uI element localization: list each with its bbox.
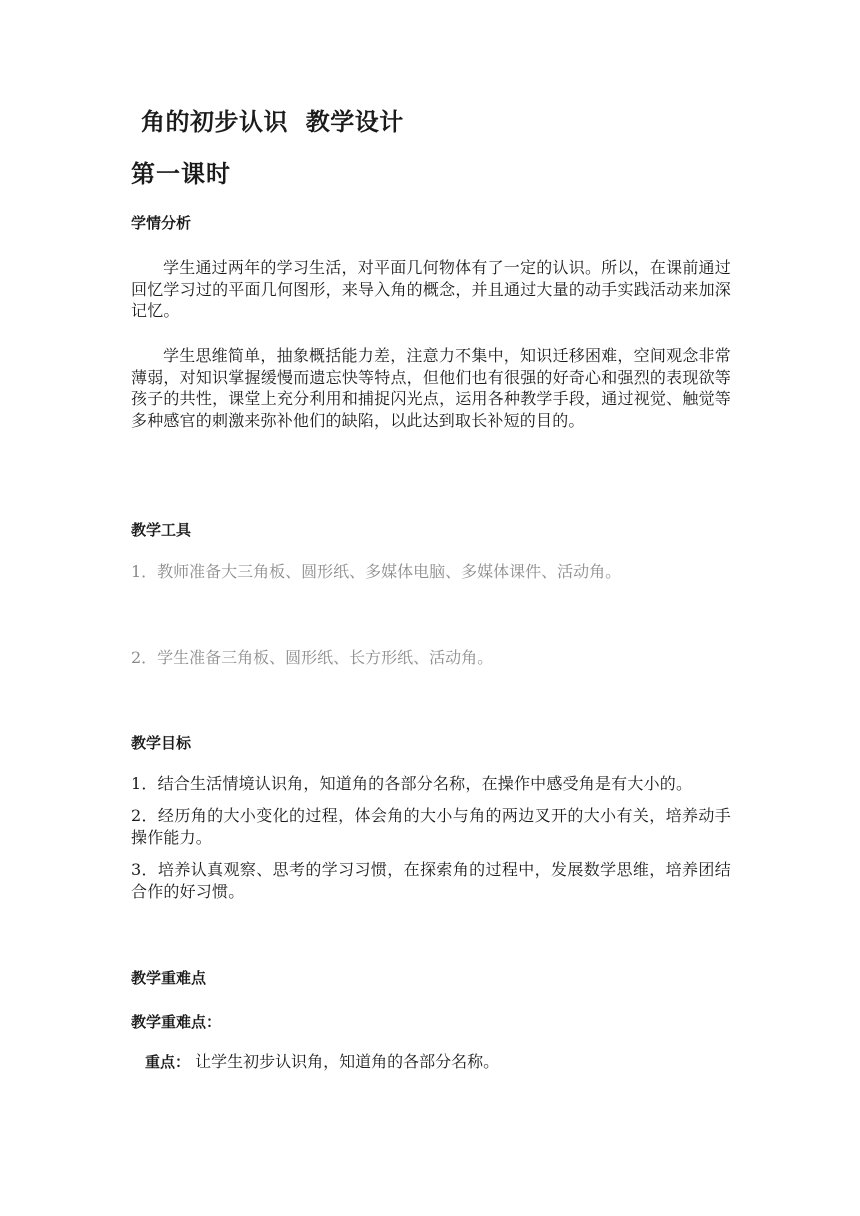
key-point-label: 重点： [145,1053,191,1071]
key-point-text: 让学生初步认识角，知道角的各部分名称。 [195,1052,500,1071]
goal-item: 2．经历角的大小变化的过程，体会角的大小与角的两边叉开的大小有关，培养动手操作能力。 [131,806,731,847]
section-heading-tools: 教学工具 [131,521,192,539]
tool-item: 1．教师准备大三角板、圆形纸、多媒体电脑、多媒体课件、活动角。 [131,562,622,581]
section-heading-analysis: 学情分析 [131,214,192,232]
section-heading-keypoints: 教学重难点 [131,969,207,987]
document-title: 角的初步认识 教学设计 [141,108,404,136]
section-heading-goals: 教学目标 [131,734,192,752]
goal-item: 1．结合生活情境认识角，知道角的各部分名称，在操作中感受角是有大小的。 [131,774,693,793]
analysis-paragraph: 学生通过两年的学习生活，对平面几何物体有了一定的认识。所以，在课前通过回忆学习过的平面几何图形，来导入角的概念，并且通过大量的动手实践活动来加深记忆。 [131,258,731,320]
tool-item: 2．学生准备三角板、圆形纸、长方形纸、活动角。 [131,648,494,667]
goal-item: 3．培养认真观察、思考的学习习惯，在探索角的过程中，发展数学思维，培养团结合作的好习惯。 [131,860,731,901]
keypoints-subheading: 教学重难点： [131,1013,222,1031]
analysis-paragraph: 学生思维简单，抽象概括能力差，注意力不集中，知识迁移困难，空间观念非常薄弱，对知识掌握缓慢而遗忘快等特点，但他们也有很强的好奇心和强烈的表现欲等孩子的共性，课堂上充分利用和捕捉闪光点，运用各种教学手段，通过视觉、触觉等多种感官的刺激来弥补他们的缺陷，以此达到取长补短的目的。 [131,346,731,430]
key-point-line [145,1051,499,1073]
lesson-heading: 第一课时 [131,160,231,188]
